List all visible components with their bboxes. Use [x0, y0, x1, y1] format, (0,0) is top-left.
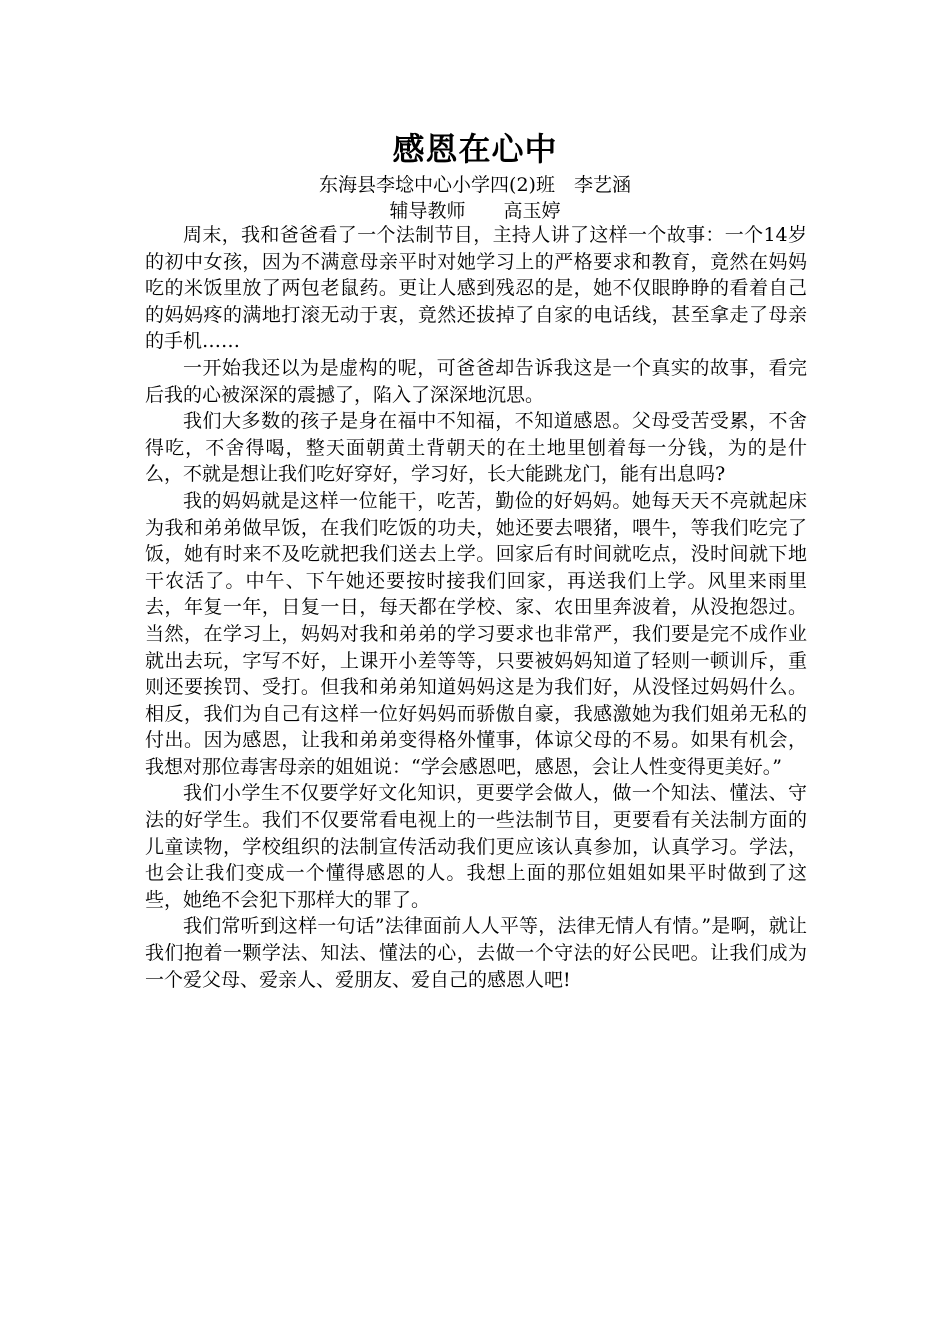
- essay-body: [145, 222, 807, 993]
- teacher-line: 辅导教师 高玉婷: [389, 200, 561, 222]
- paragraph: 我的妈妈就是这样一位能干，吃苦，勤俭的好妈妈。她每天天不亮就起床为我和弟弟做早饭，在我们吃饭的功夫，她还要去喂猪，喂牛，等我们吃完了饭，她有时来不及吃就把我们送去上学。回家后有时间就吃点，没时间就下地干农活了。中午、下午她还要按时接我们回家，再送我们上学。风里来雨里去，年复一年，日复一日，每天都在学校、家、农田里奔波着，从没抱怨过。当然，在学习上，妈妈对我和弟弟的学习要求也非常严，我们要是完不成作业就出去玩，字写不好，上课开小差等等，只要被妈妈知道了轻则一顿训斥，重则还要挨罚、受打。但我和弟弟知道妈妈这是为我们好，从没怪过妈妈什么。相反，我们为自己有这样一位好妈妈而骄傲自豪，我感激她为我们姐弟无私的付出。因为感恩，让我和弟弟变得格外懂事，体谅父母的不易。如果有机会，我想对那位毒害母亲的姐姐说：“学会感恩吧，感恩，会让人性变得更美好。”: [145, 489, 807, 778]
- school-and-author-line: 东海县李埝中心小学四(2)班 李艺涵: [319, 174, 631, 196]
- paragraph: 一开始我还以为是虚构的呢，可爸爸却告诉我这是一个真实的故事，看完后我的心被深深的震撼了，陷入了深深地沉思。: [145, 356, 807, 406]
- paragraph: 我们小学生不仅要学好文化知识，更要学会做人，做一个知法、懂法、守法的好学生。我们不仅要常看电视上的一些法制节目，更要看有关法制方面的儿童读物，学校组织的法制宣传活动我们更应该认真参加，认真学习。学法，也会让我们变成一个懂得感恩的人。我想上面的那位姐姐如果平时做到了这些，她绝不会犯下那样大的罪了。: [145, 782, 807, 911]
- paragraph: 我们常听到这样一句话”法律面前人人平等，法律无情人有情。”是啊，就让我们抱着一颗学法、知法、懂法的心，去做一个守法的好公民吧。让我们成为一个爱父母、爱亲人、爱朋友、爱自己的感恩人吧!: [145, 915, 807, 991]
- paragraph: 周末，我和爸爸看了一个法制节目，主持人讲了这样一个故事：一个14岁的初中女孩，因为不满意母亲平时对她学习上的严格要求和教育，竟然在妈妈吃的米饭里放了两包老鼠药。更让人感到残忍的是，她不仅眼睁睁的看着自己的妈妈疼的满地打滚无动于衷，竟然还拔掉了自家的电话线，甚至拿走了母亲的手机……: [145, 224, 807, 353]
- paragraph: 我们大多数的孩子是身在福中不知福，不知道感恩。父母受苦受累，不舍得吃，不舍得喝，整天面朝黄土背朝天的在土地里刨着每一分钱，为的是什么，不就是想让我们吃好穿好，学习好，长大能跳龙门，能有出息吗?: [145, 410, 807, 486]
- essay-title: 感恩在心中: [392, 130, 558, 168]
